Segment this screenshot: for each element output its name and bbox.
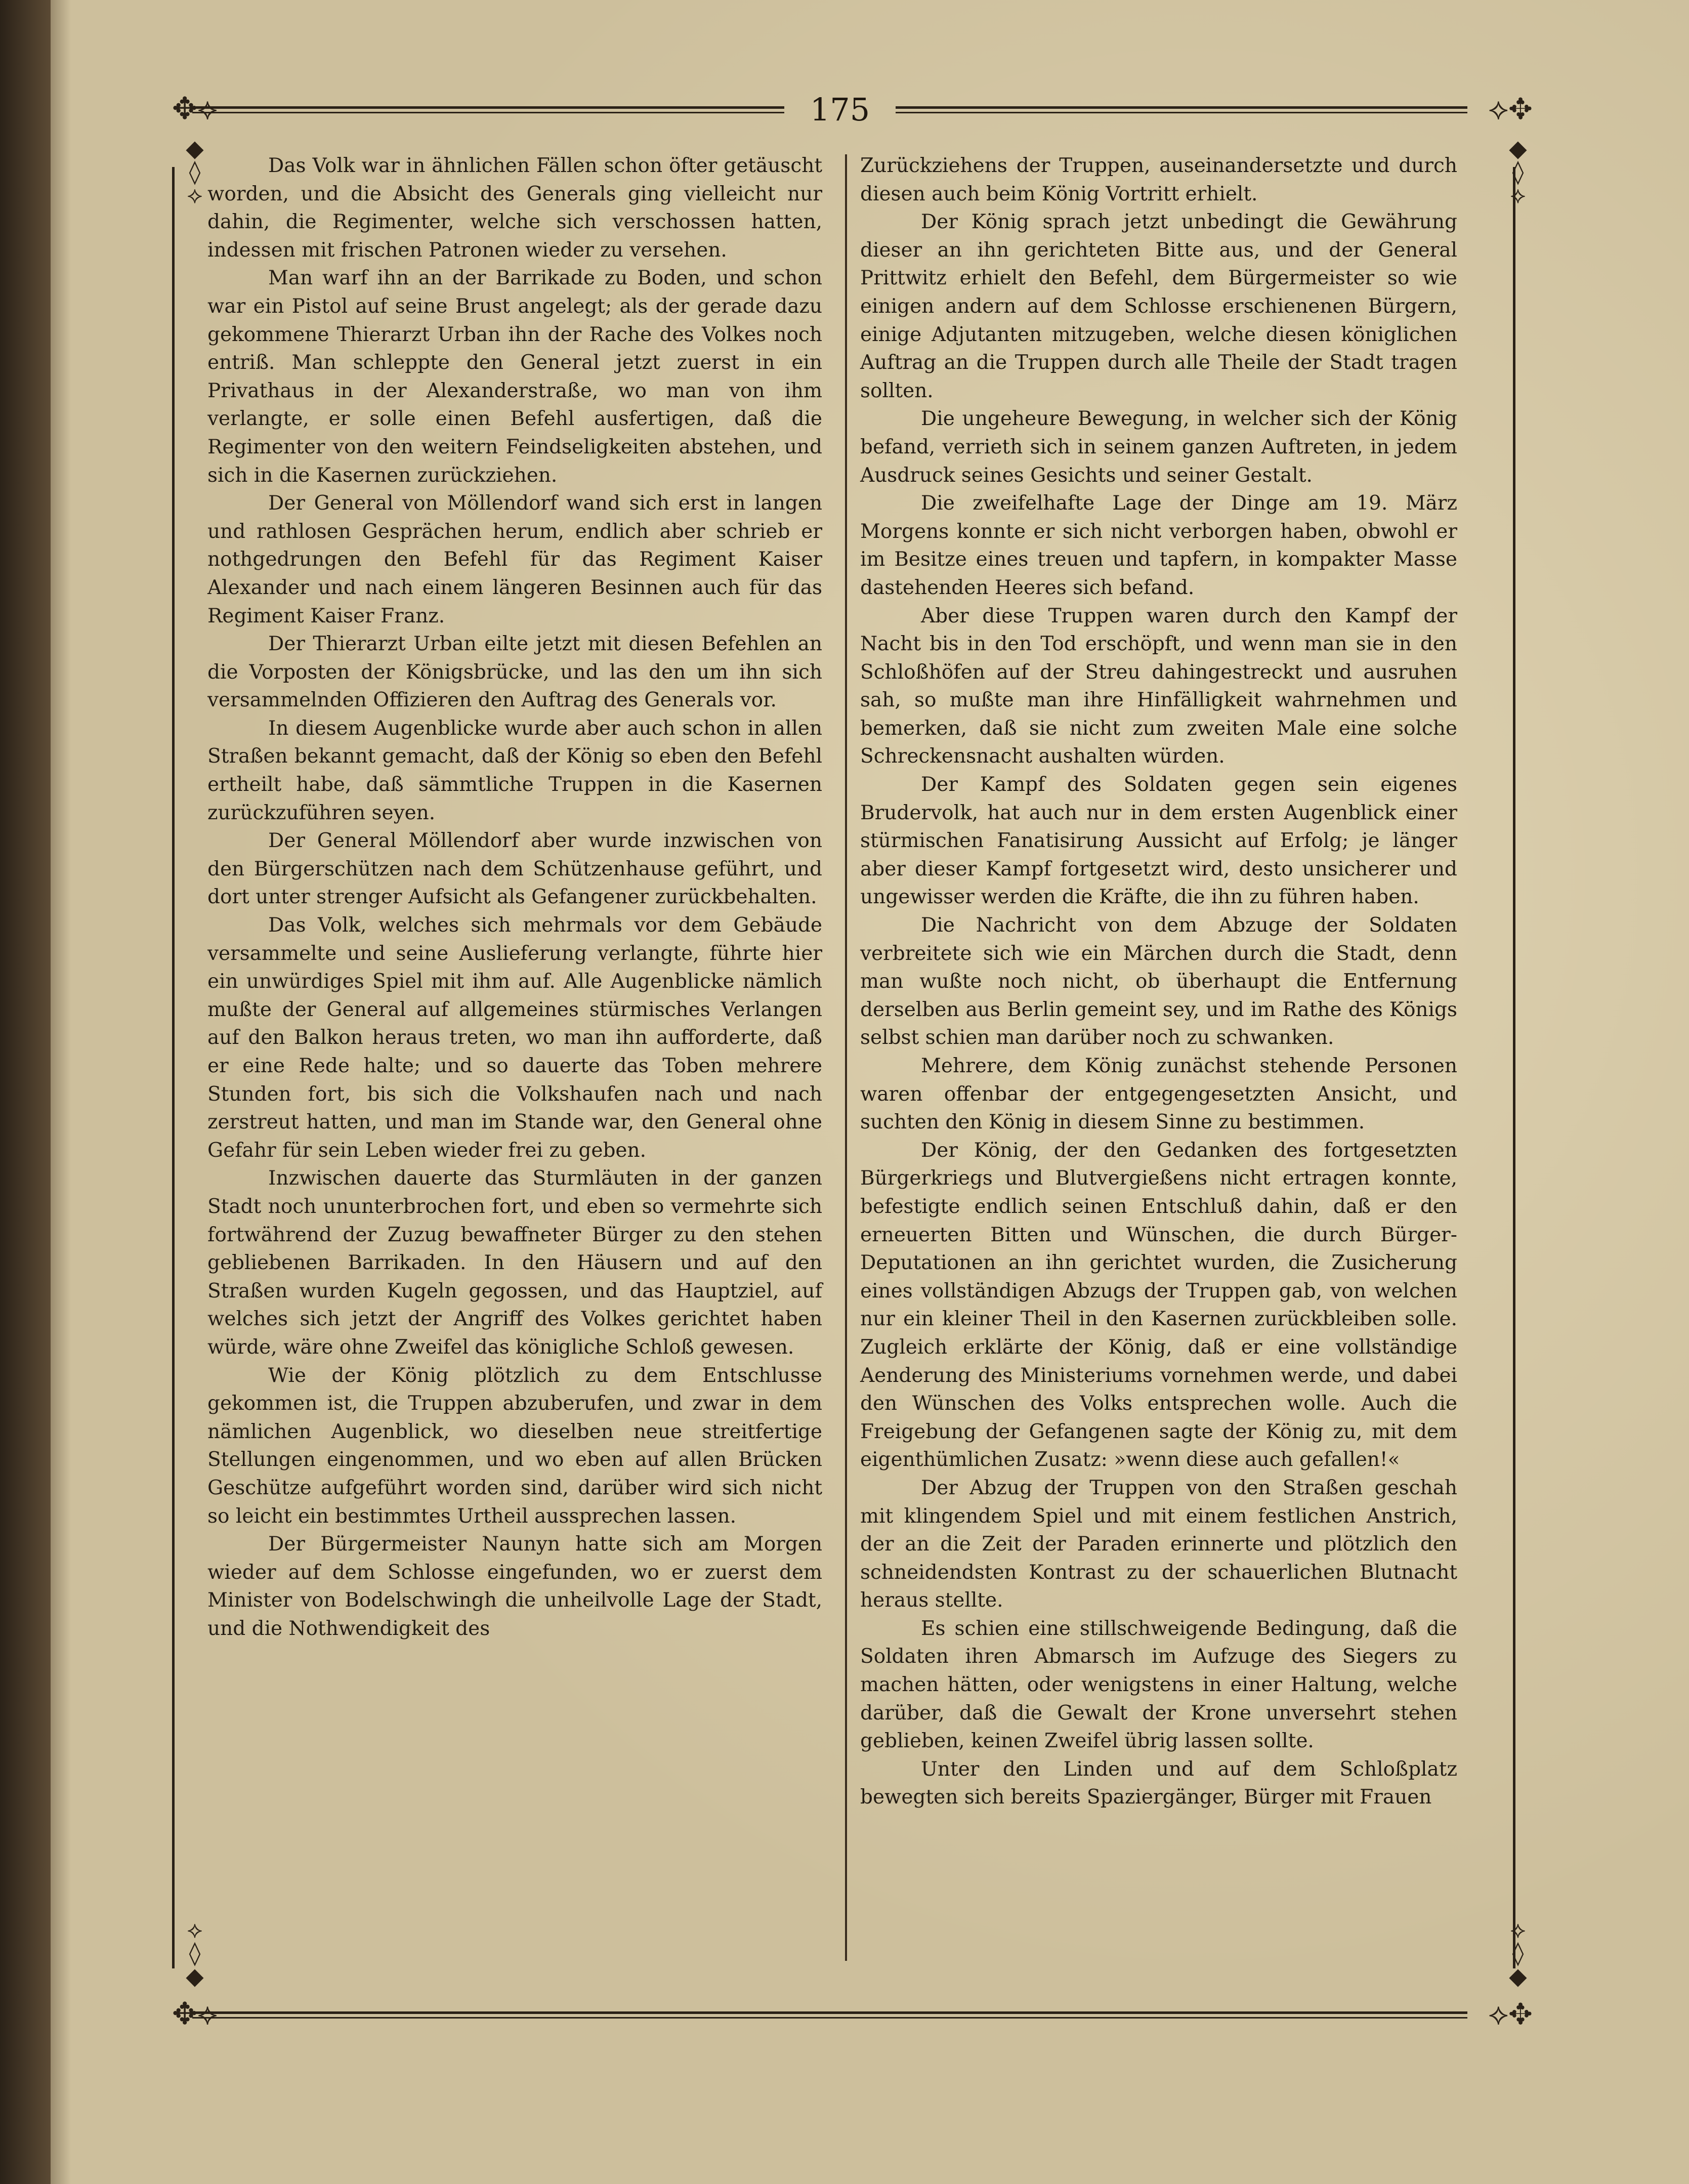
paragraph: Aber diese Truppen waren durch den Kampf der Nacht bis in den Tod erschöpft, und wenn man sie in den Schloßhöfen auf der Streu dahingestreckt und ausruhen sah, so mußte man ihre Hinfälligkeit wahrnehmen und bemerken, daß sie nicht zum zweiten Male eine solche Schreckensnacht aushalten würden. [860, 604, 1457, 768]
header-rule-right [896, 106, 1467, 113]
paragraph: Die zweifelhafte Lage der Dinge am 19. März Morgens konnte er sich nicht verborgen haben, obwohl er im Besitze eines treuen und tapfern, in kompakter Masse dastehenden Heeres sich befand. [860, 492, 1457, 599]
side-ornament-left-bottom: ⟡ ◊ ◆ [186, 1916, 204, 1990]
frame-right-line [1513, 167, 1515, 1968]
right-column [860, 152, 1457, 1812]
paragraph: Das Volk war in ähnlichen Fällen schon öfter getäuscht worden, und die Absicht des Generals ging vielleicht nur dahin, die Regimenter, welche sich verschossen hatten, indessen mit frischen Patronen wieder zu versehen. [207, 154, 822, 262]
paragraph: Der General Möllendorf aber wurde inzwischen von den Bürgerschützen nach dem Schützenhause geführt, und dort unter strenger Aufsicht als Gefangener zurückbehalten. [207, 829, 822, 909]
left-column [207, 152, 822, 1643]
page-number: 175 [810, 91, 870, 128]
paragraph: Man warf ihn an der Barrikade zu Boden, und schon war ein Pistol auf seine Brust angelegt; als der gerade dazu gekommene Thierarzt Urban ihn der Rache des Volkes noch entriß. Man schleppte den General jetzt zuerst in ein Privathaus in der Alexanderstraße, wo man von ihm verlangte, er solle einen Befehl ausfertigen, daß die Regimenter von den weitern Feindseligkeiten abstehen, und sich in die Kasernen zurückziehen. [207, 267, 822, 487]
side-ornament-right-bottom: ⟡ ◊ ◆ [1509, 1916, 1527, 1990]
paragraph: Mehrere, dem König zunächst stehende Personen waren offenbar der entgegengesetzten Ansicht, und suchten den König in diesem Sinne zu bestimmen. [860, 1055, 1457, 1134]
paragraph: Der König sprach jetzt unbedingt die Gewährung dieser an ihn gerichteten Bitte aus, und der General Prittwitz erhielt den Befehl, dem Bürgermeister so wie einigen andern auf dem Schlosse erschienenen Bürgern, einige Adjutanten mitzugeben, welche diesen königlichen Auftrag an die Truppen durch alle Theile der Stadt tragen sollten. [860, 211, 1457, 402]
book-gutter [0, 0, 51, 2184]
paragraph: Wie der König plötzlich zu dem Entschlusse gekommen ist, die Truppen abzuberufen, und zwar in dem nämlichen Augenblick, wo dieselben neue streitfertige Stellungen eingenommen, und wo eben auf allen Brücken Geschütze aufgeführt worden sind, darüber wird sich nicht so leicht ein bestimmtes Urtheil aussprechen lassen. [207, 1364, 822, 1528]
paragraph: Inzwischen dauerte das Sturmläuten in der ganzen Stadt noch ununterbrochen fort, und eben so vermehrte sich fortwährend der Zuzug bewaffneter Bürger zu den stehen gebliebenen Barrikaden. In den Häusern und auf den Straßen wurden Kugeln gegossen, und das Hauptziel, auf welches sich jetzt der Angriff des Volkes gerichtet haben würde, wäre ohne Zweifel das königliche Schloß gewesen. [207, 1167, 822, 1359]
paragraph: Das Volk, welches sich mehrmals vor dem Gebäude versammelte und seine Auslieferung verlangte, führte hier ein unwürdiges Spiel mit ihm auf. Alle Augenblicke nämlich mußte der General auf allgemeines stürmisches Verlangen auf den Balkon heraus treten, wo man ihn aufforderte, daß er eine Rede halte; und so dauerte das Toben mehrere Stunden fort, bis sich die Volkshaufen nach und nach zerstreut hatten, und man im Stande war, den General ohne Gefahr für sein Leben wieder frei zu geben. [207, 914, 822, 1162]
side-ornament-left: ◆ ◊ ⟡ [186, 135, 204, 208]
paragraph: Der Bürgermeister Naunyn hatte sich am Morgen wieder auf dem Schlosse eingefunden, wo er zuerst dem Minister von Bodelschwingh die unheilvolle Lage der Stadt, und die Nothwendigkeit des [207, 1533, 822, 1640]
corner-ornament-bottom-left: ✥⟡ [172, 1996, 218, 2032]
paragraph: Der Kampf des Soldaten gegen sein eigenes Brudervolk, hat auch nur in dem ersten Augenblick einer stürmischen Fanatisirung Aussicht auf Erfolg; je länger aber dieser Kampf fortgesetzt wird, desto unsicherer und ungewisser werden die Kräfte, die ihn zu führen haben. [860, 773, 1457, 909]
paragraph: Der König, der den Gedanken des fortgesetzten Bürgerkriegs und Blutvergießens nicht ertragen konnte, befestigte endlich seinen Entschluß dahin, daß er den erneuerten Bitten und Wünschen, die durch Bürger-Deputationen an ihn gerichtet wurden, die Zusicherung eines vollständigen Abzugs der Truppen gab, von welchen nur ein kleiner Theil in den Kasernen zurückbleiben solle. Zugleich erklärte der König, daß er eine vollständige Aenderung des Ministeriums vornehmen werde, und dabei den Wünschen des Volks entsprechen wolle. Auch die Freigebung der Gefangenen sagte der König zu, mit dem eigenthümlichen Zusatz: »wenn diese auch gefallen!« [860, 1139, 1457, 1472]
side-ornament-right: ◆ ◊ ⟡ [1509, 135, 1527, 208]
footer-rule [192, 2011, 1467, 2019]
paragraph: Der Abzug der Truppen von den Straßen geschah mit klingendem Spiel und mit einem festlichen Anstrich, der an die Zeit der Paraden erinnerte und plötzlich den schneidendsten Kontrast zu der schauerlichen Blutnacht heraus stellte. [860, 1476, 1457, 1612]
paragraph: Die ungeheure Bewegung, in welcher sich der König befand, verrieth sich in seinem ganzen Auftreten, in jedem Ausdruck seines Gesichts und seiner Gestalt. [860, 407, 1457, 487]
paragraph: Der Thierarzt Urban eilte jetzt mit diesen Befehlen an die Vorposten der Königsbrücke, und las den um ihn sich versammelnden Offizieren den Auftrag des Generals vor. [207, 633, 822, 712]
paragraph: Zurückziehens der Truppen, auseinandersetzte und durch diesen auch beim König Vortritt erhielt. [860, 154, 1457, 205]
paragraph: Unter den Linden und auf dem Schloßplatz bewegten sich bereits Spaziergänger, Bürger mit Frauen [860, 1757, 1457, 1809]
paragraph: Der General von Möllendorf wand sich erst in langen und rathlosen Gesprächen herum, endlich aber schrieb er nothgedrungen den Befehl für das Regiment Kaiser Alexander und nach einem längeren Besinnen auch für das Regiment Kaiser Franz. [207, 492, 822, 627]
paragraph: Die Nachricht von dem Abzuge der Soldaten verbreitete sich wie ein Märchen durch die Stadt, denn man wußte noch nicht, ob überhaupt die Entfernung derselben aus Berlin gemeint sey, und im Rathe des Königs selbst schien man darüber noch zu schwanken. [860, 914, 1457, 1049]
column-divider [845, 154, 847, 1961]
corner-ornament-top-right: ⟡✥ [1488, 91, 1533, 127]
header-rule-left [192, 106, 784, 113]
frame-left-line [172, 167, 175, 1968]
corner-ornament-top-left: ✥⟡ [172, 91, 218, 127]
corner-ornament-bottom-right: ⟡✥ [1488, 1996, 1533, 2032]
paragraph: Es schien eine stillschweigende Bedingung, daß die Soldaten ihren Abmarsch im Aufzuge des Siegers zu machen hätten, oder wenigstens in einer Haltung, welche darüber, daß die Gewalt der Krone unversehrt stehen geblieben, keinen Zweifel übrig lassen sollte. [860, 1617, 1457, 1753]
paragraph: In diesem Augenblicke wurde aber auch schon in allen Straßen bekannt gemacht, daß der König so eben den Befehl ertheilt habe, daß sämmtliche Truppen in die Kasernen zurückzuführen seyen. [207, 717, 822, 824]
